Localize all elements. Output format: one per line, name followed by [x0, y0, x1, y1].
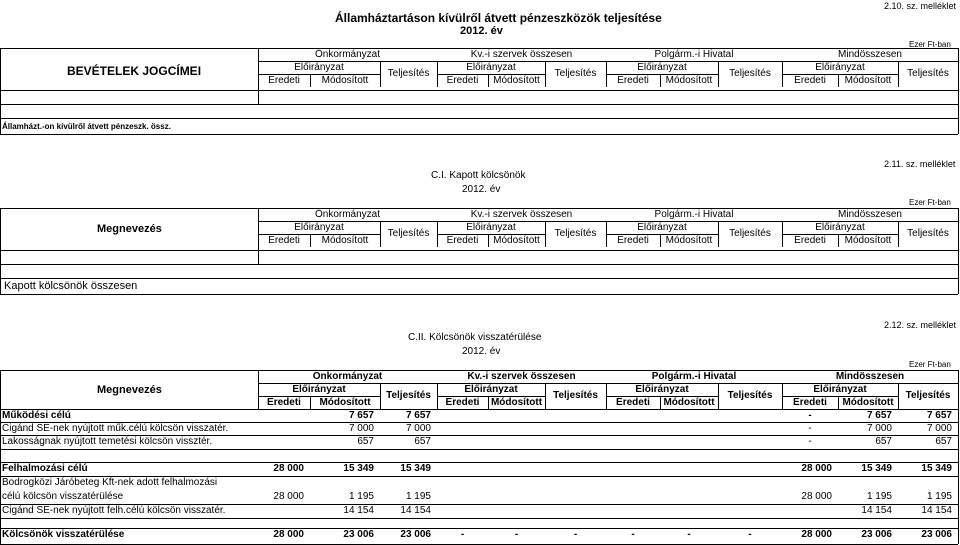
column-eredeti: Eredeti	[268, 75, 300, 86]
value-cell: 657	[357, 436, 374, 447]
row-label: Felhalmozási célú	[2, 463, 88, 474]
value-cell: 23 006	[400, 529, 431, 540]
value-cell: 1 195	[866, 491, 892, 502]
column-group-1: Kv.-i szervek összesen	[470, 49, 573, 60]
column-eredeti: Eredeti	[794, 235, 826, 246]
section-1-row-header: BEVÉTELEK JOGCÍMEI	[67, 64, 202, 78]
grid-line	[718, 383, 719, 409]
column-eredeti: Eredeti	[267, 397, 301, 408]
column-modositott: Módosított	[844, 75, 892, 86]
column-eloiranyzat: Előirányzat	[466, 222, 516, 233]
value-cell: 657	[935, 436, 952, 447]
value-cell: 7 000	[866, 423, 892, 434]
value-cell: 14 154	[921, 505, 952, 516]
column-group-2: Polgárm.-i Hivatal	[654, 49, 734, 60]
column-group-0: Önkormányzat	[312, 371, 383, 382]
value-cell: -	[748, 529, 752, 540]
column-eloiranyzat: Előirányzat	[815, 222, 865, 233]
grid-line	[437, 383, 438, 409]
grid-line	[606, 383, 607, 409]
column-modositott: Módosított	[665, 235, 713, 246]
column-modositott: Módosított	[665, 75, 713, 86]
column-modositott: Módosított	[842, 397, 894, 408]
value-cell: -	[631, 529, 635, 540]
grid-line	[545, 383, 546, 409]
grid-line	[258, 370, 259, 409]
column-eredeti: Eredeti	[794, 75, 826, 86]
row-line	[0, 449, 958, 450]
value-cell: 1 195	[405, 491, 431, 502]
grid-line	[488, 396, 489, 409]
column-eloiranyzat: Előirányzat	[294, 222, 344, 233]
column-eredeti: Eredeti	[793, 397, 827, 408]
row-label: Működési célú	[2, 410, 71, 421]
value-cell: 7 657	[926, 410, 952, 421]
section-1-year: 2012. év	[460, 25, 503, 37]
value-cell: 1 195	[348, 491, 374, 502]
column-eredeti: Eredeti	[268, 235, 300, 246]
column-eredeti: Eredeti	[446, 235, 479, 246]
section-3-year: 2012. év	[462, 346, 501, 357]
section-2-title: C.I. Kapott kölcsönök	[431, 170, 526, 181]
section-2-total-row: Kapott kölcsönök összesen	[4, 280, 138, 292]
column-modositott: Módosított	[493, 75, 540, 86]
row-label: Kölcsönök visszatérülése	[2, 529, 125, 540]
section-2-row-header: Megnevezés	[97, 223, 162, 235]
value-cell: 28 000	[273, 491, 304, 502]
column-eloiranyzat: Előirányzat	[294, 62, 344, 73]
column-group-2: Polgárm.-i Hivatal	[654, 209, 734, 220]
value-cell: -	[808, 410, 812, 421]
column-group-3: Mindösszesen	[838, 49, 902, 60]
column-group-1: Kv.-i szervek összesen	[467, 371, 576, 382]
column-eloiranyzat: Előirányzat	[464, 384, 518, 395]
section-1-annex: 2.10. sz. melléklet	[884, 1, 957, 11]
column-modositott: Módosított	[490, 397, 543, 408]
column-modositott: Módosított	[319, 397, 371, 408]
value-cell: 7 000	[926, 423, 952, 434]
column-eredeti: Eredeti	[446, 75, 479, 86]
column-eredeti: Eredeti	[617, 235, 649, 246]
column-group-3: Mindösszesen	[838, 209, 902, 220]
section-1-title: Államháztartáson kívülről átvett pénzeszközök teljesítése	[335, 11, 662, 25]
value-cell: -	[808, 436, 812, 447]
value-cell: 28 000	[273, 529, 304, 540]
value-cell: 7 000	[405, 423, 431, 434]
column-modositott: Módosított	[493, 235, 540, 246]
column-eloiranyzat: Előirányzat	[815, 62, 865, 73]
column-group-3: Mindösszesen	[835, 371, 905, 382]
value-cell: 7 000	[348, 423, 374, 434]
value-cell: 1 195	[926, 491, 952, 502]
column-modositott: Módosított	[321, 75, 369, 86]
row-label: Bodrogközi Járóbeteg Kft-nek adott felhalmozási	[2, 477, 218, 488]
column-group-0: Önkormányzat	[314, 49, 381, 60]
row-label: célú kölcsön visszatérülése	[2, 491, 124, 502]
column-teljesites: Teljesítés	[387, 228, 430, 239]
value-cell: 28 000	[273, 463, 304, 474]
column-teljesites: Teljesítés	[727, 390, 773, 401]
grid-line	[838, 396, 839, 409]
grid-line	[310, 396, 311, 409]
column-eloiranyzat: Előirányzat	[466, 62, 516, 73]
column-eloiranyzat: Előirányzat	[637, 62, 687, 73]
section-3-unit: Ezer Ft-ban	[909, 360, 951, 369]
section-1-unit: Ezer Ft-ban	[909, 40, 951, 49]
value-cell: -	[808, 423, 812, 434]
grid-line	[958, 370, 959, 544]
column-teljesites: Teljesítés	[905, 390, 951, 401]
column-group-0: Önkormányzat	[314, 209, 381, 220]
column-modositott: Módosított	[844, 235, 892, 246]
value-cell: 15 349	[921, 463, 952, 474]
value-cell: 23 006	[921, 529, 952, 540]
value-cell: 28 000	[801, 491, 832, 502]
value-cell: 15 349	[861, 463, 892, 474]
column-teljesites: Teljesítés	[554, 228, 597, 239]
column-eloiranyzat: Előirányzat	[813, 384, 867, 395]
section-3-annex: 2.12. sz. melléklet	[884, 320, 957, 330]
value-cell: 14 154	[343, 505, 374, 516]
column-teljesites: Teljesítés	[387, 68, 430, 79]
value-cell: 23 006	[343, 529, 374, 540]
column-teljesites: Teljesítés	[554, 68, 597, 79]
grid-line	[898, 383, 899, 409]
row-label: Lakosságnak nyújtott temetési kölcsön vissztér.	[2, 436, 213, 447]
value-cell: -	[687, 529, 691, 540]
value-cell: -	[573, 529, 578, 540]
value-cell: 14 154	[861, 505, 892, 516]
column-group-1: Kv.-i szervek összesen	[470, 209, 573, 220]
value-cell: 23 006	[861, 529, 892, 540]
row-label: Cigánd SE-nek nyújtott műk.célú kölcsön visszatér.	[2, 423, 229, 434]
grid-line	[380, 383, 381, 409]
column-teljesites: Teljesítés	[553, 390, 598, 401]
column-group-2: Polgárm.-i Hivatal	[651, 371, 737, 382]
section-3-row-header: Megnevezés	[97, 384, 162, 396]
value-cell: 7 657	[866, 410, 892, 421]
column-eloiranyzat: Előirányzat	[637, 222, 687, 233]
column-modositott: Módosított	[663, 397, 715, 408]
value-cell: 14 154	[400, 505, 431, 516]
column-eredeti: Eredeti	[617, 75, 649, 86]
grid-line	[782, 383, 783, 409]
header-bottom-line	[0, 409, 958, 410]
value-cell: 15 349	[400, 463, 431, 474]
column-eredeti: Eredeti	[445, 397, 480, 408]
column-eloiranyzat: Előirányzat	[292, 384, 346, 395]
column-teljesites: Teljesítés	[729, 68, 771, 79]
row-label: Cigánd SE-nek nyújtott felh.célú kölcsön visszatér.	[2, 505, 226, 516]
value-cell: 657	[875, 436, 892, 447]
section-2-unit: Ezer Ft-ban	[909, 198, 951, 207]
row-line	[0, 518, 958, 519]
grid-line	[660, 396, 661, 409]
section-2-annex: 2.11. sz. melléklet	[884, 159, 956, 169]
column-teljesites: Teljesítés	[386, 390, 431, 401]
value-cell: 15 349	[343, 463, 374, 474]
value-cell: 28 000	[801, 463, 832, 474]
value-cell: -	[460, 529, 465, 540]
value-cell: 7 657	[348, 410, 374, 421]
column-modositott: Módosított	[321, 235, 369, 246]
section-2-year: 2012. év	[462, 184, 501, 195]
value-cell: 7 657	[405, 410, 431, 421]
column-teljesites: Teljesítés	[907, 68, 949, 79]
value-cell: -	[514, 529, 519, 540]
section-3-title: C.II. Kölcsönök visszatérülése	[408, 332, 542, 343]
value-cell: 657	[414, 436, 431, 447]
column-teljesites: Teljesítés	[907, 228, 949, 239]
column-eredeti: Eredeti	[616, 397, 650, 408]
column-teljesites: Teljesítés	[729, 228, 771, 239]
column-eloiranyzat: Előirányzat	[635, 384, 689, 395]
section-1-total-row: Államházt.-on kívülről átvett pénzeszk. össz.	[2, 122, 171, 131]
value-cell: 28 000	[801, 529, 832, 540]
